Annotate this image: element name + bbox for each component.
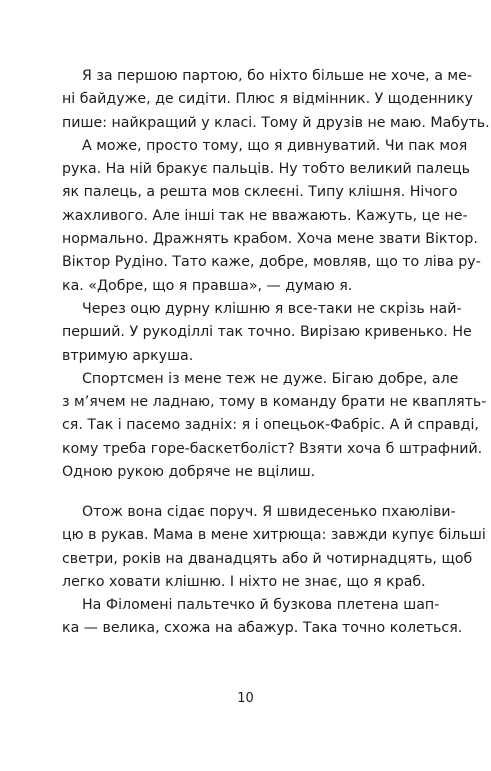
text-line: Спортсмен із мене теж не дуже. Бігаю добре, але: [82, 370, 459, 387]
paragraph: [62, 298, 472, 368]
text-line: як палець, а решта мов склеєні. Типу клішня. Нічого: [62, 184, 458, 201]
text-line: ся. Так і пасемо задніх: я і опецьок-Фабріс. А й справді,: [62, 417, 479, 434]
text-line: жахливого. Але інші так не вважають. Кажуть, це не-: [62, 207, 468, 224]
text-line: Отож вона сідає поруч. Я швидесенько пхаюліви-: [82, 504, 456, 520]
text-line: Одною рукою добряче не вцілиш.: [62, 464, 316, 481]
text-line: цю в рукав. Мама в мене хитрюща: завжди купує більші: [62, 527, 486, 544]
text-line: ні байдуже, де сидіти. Плюс я відмінник. У щоденнику: [62, 91, 474, 108]
text-line: ка. «Добре, що я правша», — думаю я.: [62, 277, 353, 294]
text-line: А може, просто тому, що я дивнуватий. Чи пак моя: [82, 137, 468, 154]
paragraph: [62, 65, 490, 135]
text-line: Я за першою партою, бо ніхто більше не хоче, а ме-: [82, 68, 472, 84]
text-line: нормально. Дражнять крабом. Хоча мене звати Віктор.: [62, 231, 478, 248]
text-line: легко ховати клішню. І ніхто не знає, що я краб.: [62, 573, 426, 590]
text-line: светри, років на дванадцять або й чотирнадцять, щоб: [62, 550, 473, 567]
paragraph: [62, 135, 481, 298]
text-line: перший. У рукоділлі так точно. Вирізаю кривенько. Не: [62, 324, 472, 341]
page-number: 10: [237, 691, 254, 706]
paragraph: [62, 594, 463, 641]
text-line: На Філомені пальтечко й бузкова плетена шап-: [82, 597, 440, 614]
text-line: рука. На ній бракує пальців. Ну тобто великий палець: [62, 161, 471, 178]
text-line: з м’ячем не ладнаю, тому в команду брати не кваплять-: [62, 394, 487, 411]
text-line: кому треба горе-баскетболіст? Взяти хоча б штрафний.: [62, 440, 483, 457]
text-line: втримую аркуша.: [62, 347, 194, 364]
text-line: пише: найкращий у класі. Тому й друзів не маю. Мабуть.: [62, 114, 490, 131]
text-line: Віктор Рудіно. Тато каже, добре, мовляв, що то ліва ру-: [62, 254, 481, 271]
text-section-2: [62, 501, 486, 641]
paragraph: [62, 368, 487, 484]
paragraph: [62, 501, 486, 594]
text-section-1: [62, 65, 490, 484]
text-line: Через оцю дурну клішню я все-таки не скрізь най-: [82, 300, 462, 317]
text-line: ка — велика, схожа на абажур. Така точно колеться.: [62, 620, 463, 637]
